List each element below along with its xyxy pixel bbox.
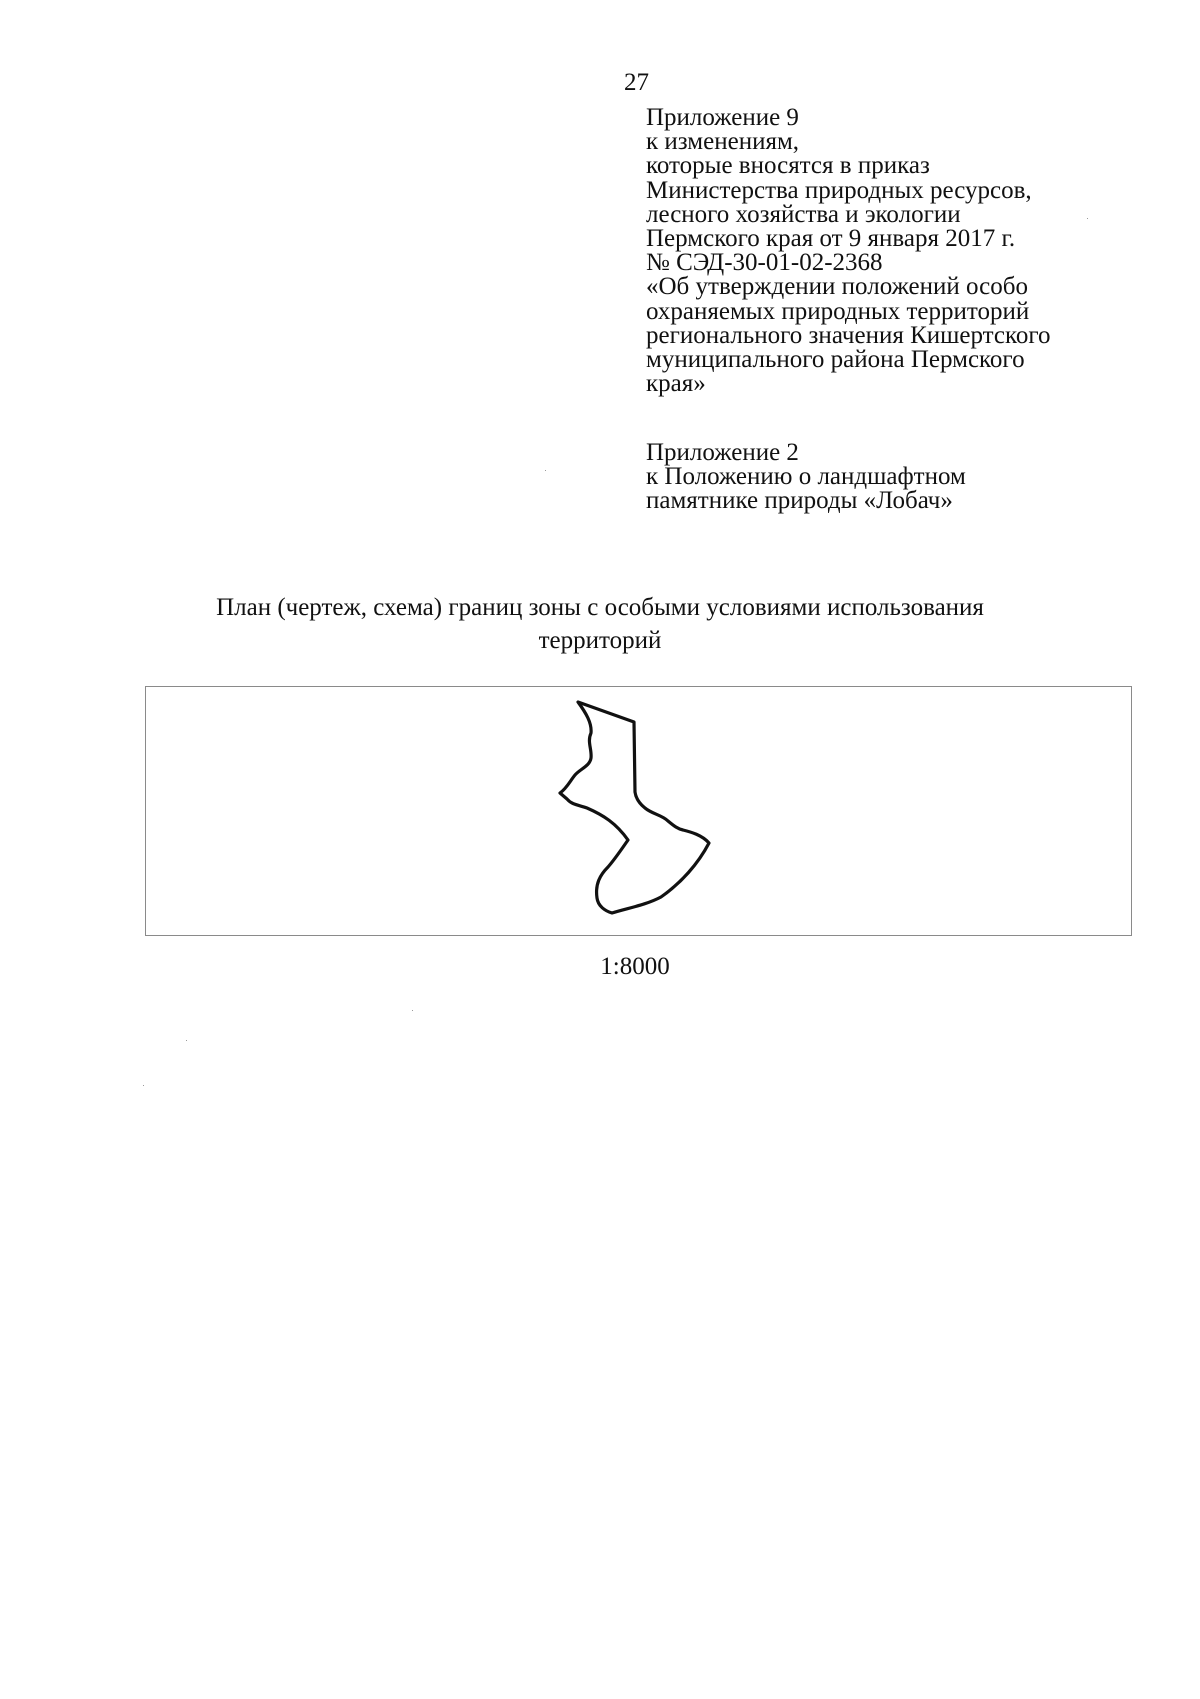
appendix-second-heading xyxy=(646,441,1116,514)
appendix-second-line: к Положению о ландшафтном xyxy=(646,463,966,491)
appendix-main-line: которые вносятся в приказ xyxy=(646,152,930,180)
plan-title-line: План (чертеж, схема) границ зоны с особыми условиями использования xyxy=(216,594,984,621)
appendix-main-line: Министерства природных ресурсов, xyxy=(646,176,1032,204)
appendix-main-line: охраняемых природных территорий xyxy=(646,297,1030,325)
scan-speck xyxy=(143,1085,144,1086)
scan-speck xyxy=(186,1040,187,1041)
appendix-main-line: лесного хозяйства и экологии xyxy=(646,200,961,228)
appendix-main-line: «Об утверждении положений особо xyxy=(646,273,1028,301)
page-number: 27 xyxy=(624,69,649,96)
appendix-main-line: Пермского края от 9 января 2017 г. xyxy=(646,225,1016,253)
map-scale-label: 1:8000 xyxy=(600,953,670,980)
appendix-main-line: № СЭД-30-01-02-2368 xyxy=(646,249,883,277)
appendix-main-heading xyxy=(646,106,1116,396)
plan-title xyxy=(150,591,1050,657)
scan-speck xyxy=(545,470,546,471)
appendix-main-line: муниципального района Пермского xyxy=(646,346,1025,374)
appendix-main-line: регионального значения Кишертского xyxy=(646,321,1051,349)
appendix-second-line: памятнике природы «Лобач» xyxy=(646,487,953,515)
zone-boundary-outline xyxy=(560,702,709,913)
scan-speck xyxy=(1087,218,1088,219)
appendix-main-line: к изменениям, xyxy=(646,128,800,156)
appendix-main-line: Приложение 9 xyxy=(646,104,799,131)
plan-map-drawing xyxy=(146,687,1131,935)
appendix-main-line: края» xyxy=(646,370,706,398)
scan-speck xyxy=(412,1010,413,1011)
plan-title-line: территорий xyxy=(538,627,662,654)
plan-map-frame xyxy=(145,686,1132,936)
appendix-second-line: Приложение 2 xyxy=(646,439,799,466)
